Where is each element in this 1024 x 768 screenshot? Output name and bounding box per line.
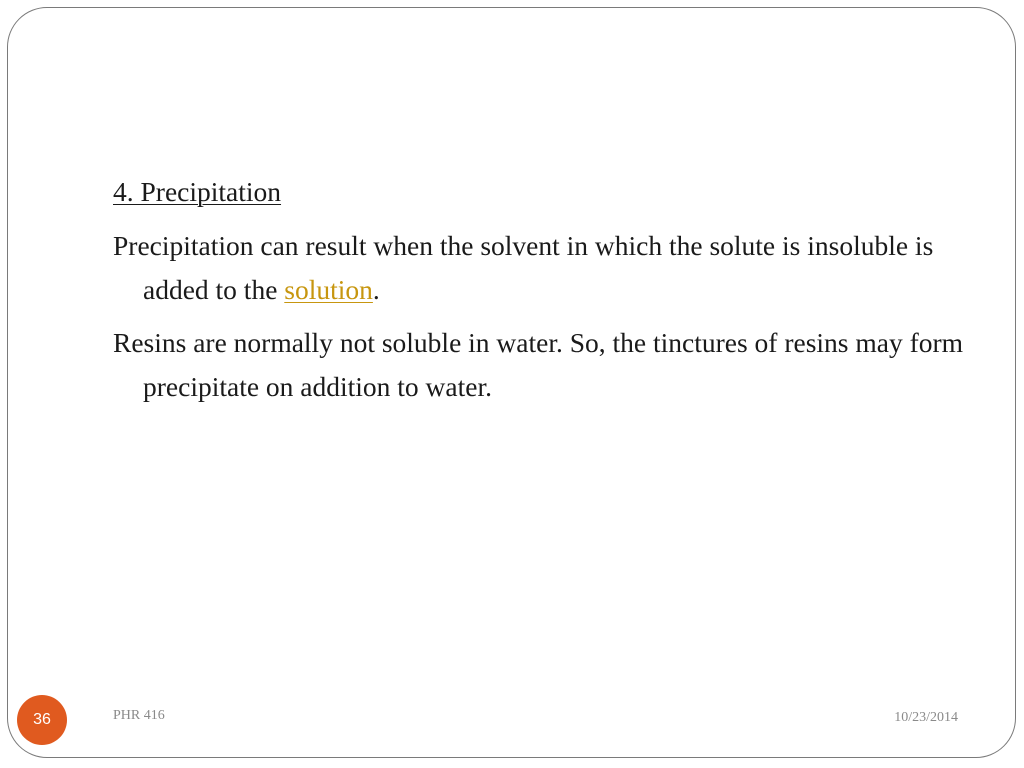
- slide-content: [113, 170, 973, 418]
- paragraph-precipitation: [113, 224, 973, 312]
- paragraph-1-period: .: [372, 274, 380, 305]
- paragraph-resins: Resins are normally not soluble in water. So, the tinctures of resins may form precipitate on addition to water.: [113, 327, 964, 402]
- slide-number-badge: 36: [17, 695, 67, 745]
- section-heading: 4. Precipitation: [113, 176, 282, 207]
- footer-date: 10/23/2014: [894, 710, 958, 725]
- footer-course: PHR 416: [113, 708, 165, 723]
- paragraph-1-text: Precipitation can result when the solvent in which the solute is insoluble is added to the: [113, 230, 934, 305]
- solution-link[interactable]: solution: [284, 274, 373, 305]
